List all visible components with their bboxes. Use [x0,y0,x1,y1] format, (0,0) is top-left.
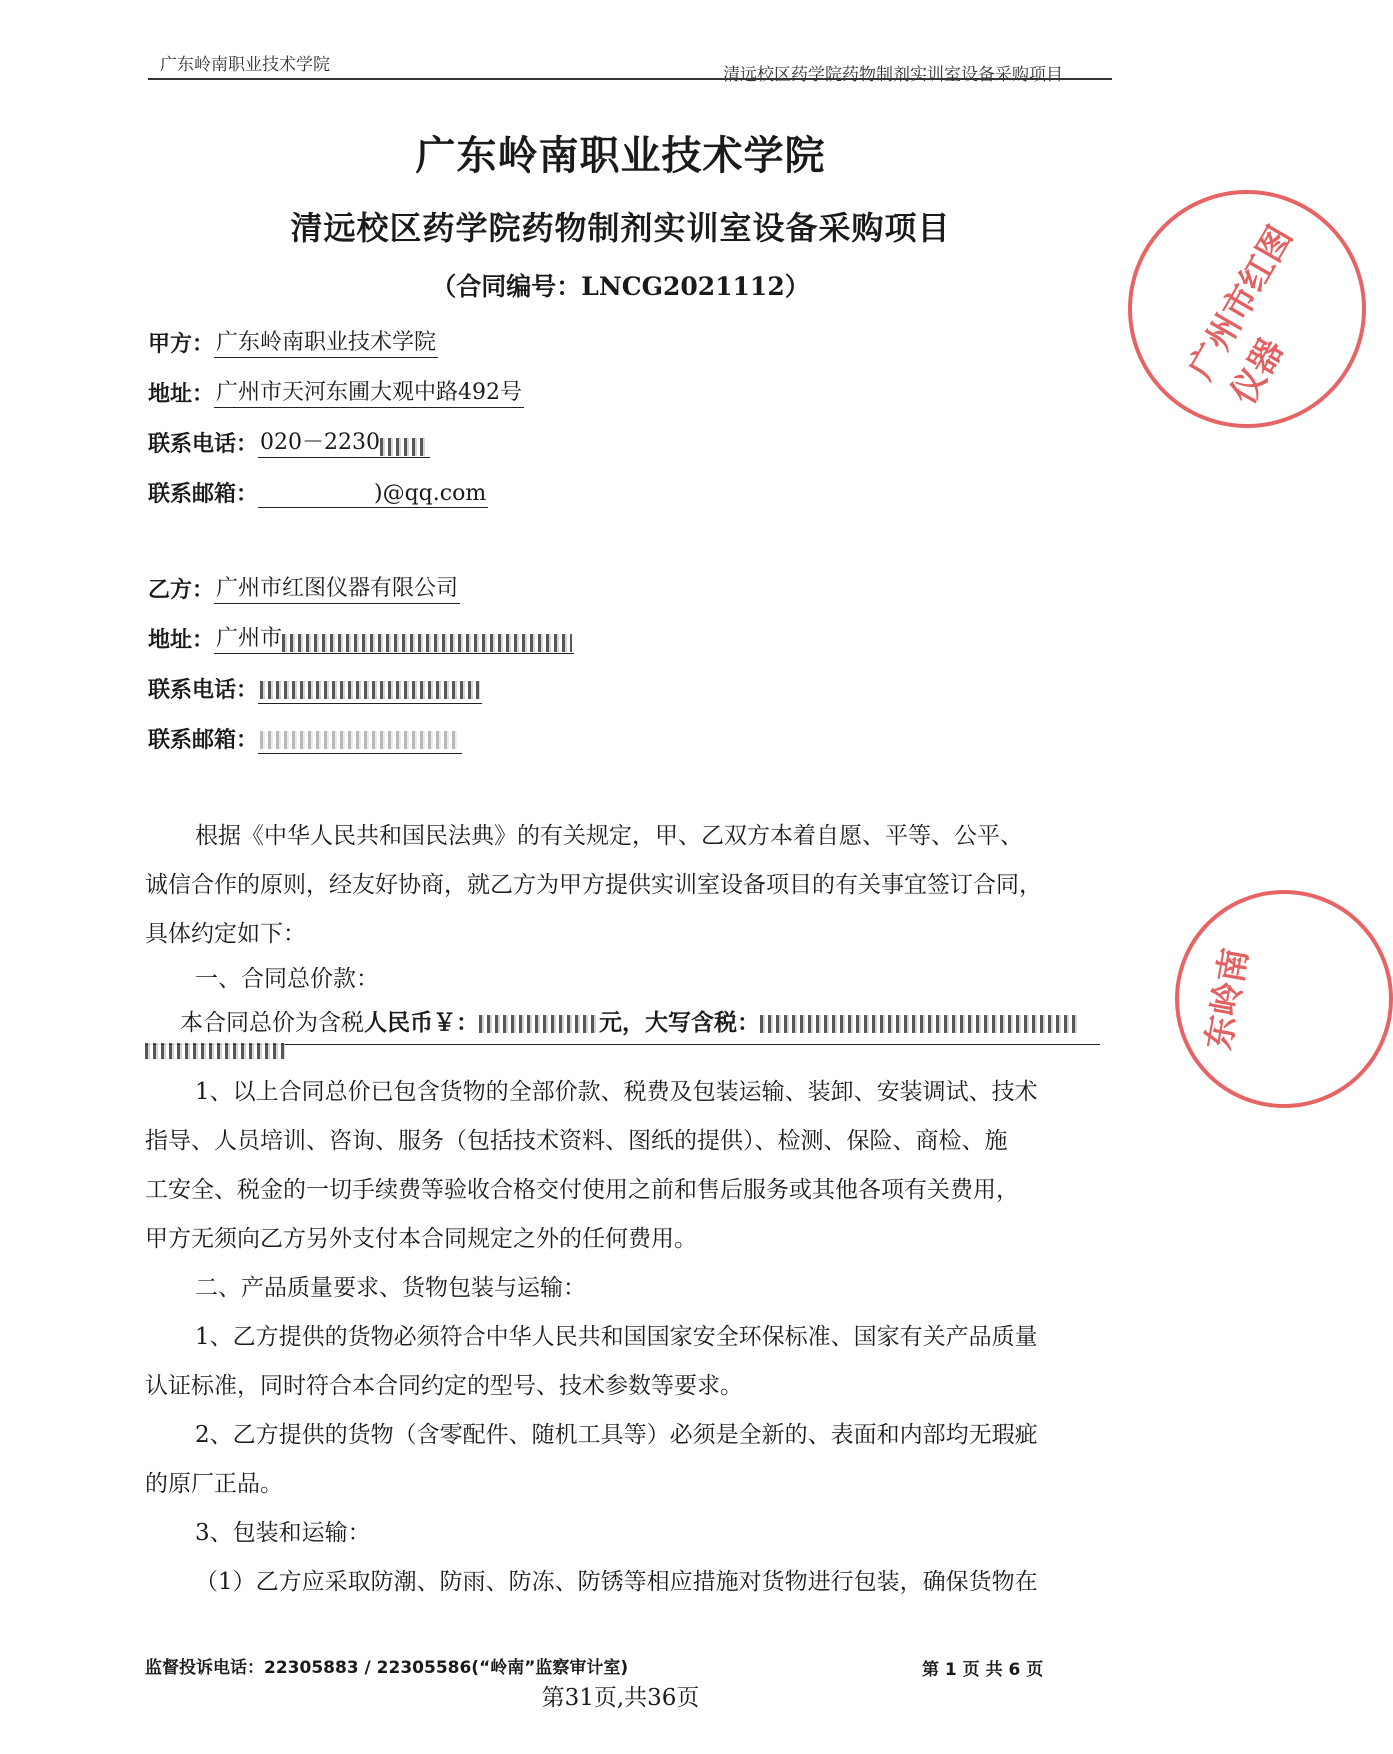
s2-p1-line-2: 认证标准，同时符合本合同约定的型号、技术参数等要求。 [145,1373,743,1399]
redaction-mark [479,1015,599,1033]
header-right: 清远校区药学院药物制剂实训室设备采购项目 [723,65,1063,85]
company-seal-middle [1175,890,1393,1108]
redaction-mark [282,634,572,652]
contract-price-line [180,1004,1080,1037]
project-title: 清远校区药学院药物制剂实训室设备采购项目 [290,209,951,247]
price-prefix: 本合同总价为含税 [180,1010,364,1036]
s1-p1-line-1: 1、以上合同总价已包含货物的全部价款、税费及包装运输、装卸、安装调试、技术 [195,1079,1038,1105]
party-a-name-row [148,322,438,358]
s2-p3-1: （1）乙方应采取防潮、防雨、防冻、防锈等相应措施对货物进行包装，确保货物在 [195,1569,1038,1595]
s1-p1-line-2: 指导、人员培训、咨询、服务（包括技术资料、图纸的提供）、检测、保险、商检、施 [145,1128,1008,1154]
party-a-name: 广东岭南职业技术学院 [214,325,438,358]
price-caps-continuation [145,1040,285,1059]
party-a-address-row [148,372,524,408]
intro-line-3: 具体约定如下： [145,921,306,947]
party-b-name: 广州市红图仪器有限公司 [214,571,460,604]
party-b-address-field [214,621,574,654]
section-1-title: 一、合同总价款： [195,966,379,992]
seal-middle-text: 东岭南 [1198,945,1256,1053]
section-2-title: 二、产品质量要求、货物包装与运输： [195,1275,586,1301]
s2-p1-line-1: 1、乙方提供的货物必须符合中华人民共和国国家安全环保标准、国家有关产品质量 [195,1324,1038,1350]
party-a-phone-row [148,422,430,458]
price-underline [145,1044,1100,1045]
header-left: 广东岭南职业技术学院 [160,55,330,75]
party-a-address-label: 地址： [148,382,215,407]
party-a-email-label: 联系邮箱： [148,482,259,507]
party-b-address-label: 地址： [148,628,215,653]
page-title: 广东岭南职业技术学院 [415,132,826,179]
document-page-number: 第31页,共36页 [541,1685,700,1711]
redaction-mark [260,681,480,699]
party-b-address: 广州市 [216,626,283,651]
party-a-phone: 020－2230 [260,430,380,455]
page-counter: 第 1 页 共 6 页 [922,1660,1044,1680]
company-seal-top [1128,190,1366,428]
s2-p3: 3、包装和运输： [195,1520,371,1546]
party-a-address: 广州市天河东圃大观中路492号 [214,375,524,408]
party-b-phone-field [258,677,482,704]
price-rmb-label: 人民币￥： [364,1009,479,1036]
s1-p1-line-3: 工安全、税金的一切手续费等验收合格交付使用之前和售后服务或其他各项有关费用， [145,1177,1019,1203]
contract-number: （合同编号：LNCG2021112） [431,272,810,301]
party-a-label: 甲方： [148,332,215,357]
s2-p2-line-1: 2、乙方提供的货物（含零配件、随机工具等）必须是全新的、表面和内部均无瑕疵 [195,1422,1038,1448]
party-b-email-field [258,727,462,754]
seal-top-text: 广州市红图仪器 [1180,219,1301,412]
redaction-mark [760,1015,1080,1033]
redaction-mark [380,438,428,456]
party-b-name-row [148,568,460,604]
party-a-email-row [148,472,488,508]
price-caps-label: 大写含税： [645,1009,760,1036]
header-rule [148,78,1112,80]
redaction-mark [145,1043,285,1059]
s2-p2-line-2: 的原厂正品。 [145,1471,283,1497]
intro-line-1: 根据《中华人民共和国民法典》的有关规定，甲、乙双方本着自愿、平等、公平、 [195,823,1023,849]
party-b-label: 乙方： [148,578,215,603]
complaint-hotline: 监督投诉电话：22305883 / 22305586(“岭南”监察审计室) [145,1658,629,1678]
party-b-email-row [148,718,462,754]
redaction-mark [260,731,460,749]
price-yuan: 元， [599,1009,645,1036]
s1-p1-line-4: 甲方无须向乙方另外支付本合同规定之外的任何费用。 [145,1226,697,1252]
party-a-phone-field [258,425,430,458]
party-a-email: )@qq.com [258,481,488,508]
party-b-email-label: 联系邮箱： [148,728,259,753]
intro-line-2: 诚信合作的原则，经友好协商，就乙方为甲方提供实训室设备项目的有关事宜签订合同， [145,872,1042,898]
party-b-phone-label: 联系电话： [148,678,259,703]
party-b-address-row [148,618,574,654]
party-b-phone-row [148,668,482,704]
party-a-phone-label: 联系电话： [148,432,259,457]
